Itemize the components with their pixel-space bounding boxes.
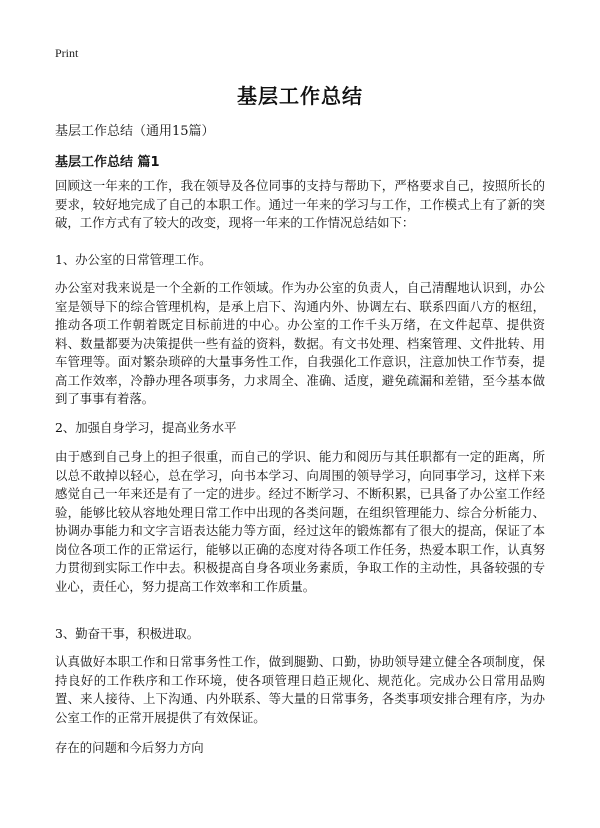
item1-heading: 1、办公室的日常管理工作。: [55, 252, 212, 267]
problems-heading: 存在的问题和今后努力方向: [55, 740, 204, 755]
item1-paragraph: 办公室对我来说是一个全新的工作领域。作为办公室的负责人，自己清醒地认识到，办公室是领导下的综合管理机构，是承上启下、沟通内外、协调左右、联系四面八方的枢纽，推动各项工作朝着既定目标前进的中心。办公室的工作千头万绪，在文件起草、提供资料、数量都要为决策提供一些有益的资料，数据。有文书处理、档案管理、文件批转、用车管理等。面对繁杂琐碎的大量事务性工作，自我强化工作意识，注意加快工作节奏，提高工作效率，冷静办理各项事务，力求周全、准确、适度，避免疏漏和差错，至今基本做到了事事有着落。: [55, 280, 545, 406]
item2-heading: 2、加强自身学习，提高业务水平: [55, 420, 237, 435]
intro-paragraph: 回顾这一年来的工作，我在领导及各位同事的支持与帮助下，严格要求自己，按照所长的要求，较好地完成了自己的本职工作。通过一年来的学习与工作，工作模式上有了新的突破，工作方式有了较大的改变，现将一年来的工作情况总结如下：: [55, 178, 545, 230]
print-link[interactable]: Print: [55, 46, 79, 60]
item2-paragraph: 由于感到自己身上的担子很重，而自己的学识、能力和阅历与其任职都有一定的距离，所以总不敢掉以轻心，总在学习，向书本学习、向周围的领导学习，向同事学习，这样下来感觉自己一年来还是有了一定的进步。经过不断学习、不断积累，已具备了办公室工作经验，能够比较从容地处理日常工作中出现的各类问题，在组织管理能力、综合分析能力、协调办事能力和文字言语表达能力等方面，经过这年的锻炼都有了很大的提高，保证了本岗位各项工作的正常运行，能够以正确的态度对待各项工作任务，热爱本职工作，认真努力贯彻到实际工作中去。积极提高自身各项业务素质，争取工作的主动性，具备较强的专业心，责任心，努力提高工作效率和工作质量。: [55, 449, 545, 594]
item3-heading: 3、勤奋干事，积极进取。: [55, 626, 200, 641]
document-title: 基层工作总结: [237, 84, 363, 108]
item3-paragraph: 认真做好本职工作和日常事务性工作，做到腿勤、口勤，协助领导建立健全各项制度，保持良好的工作秩序和工作环境，使各项管理日趋正规化、规范化。完成办公日常用品购置、来人接待、上下沟通、内外联系、等大量的日常事务，各类事项安排合理有序，为办公室工作的正常开展提供了有效保证。: [55, 654, 545, 725]
section-heading: 基层工作总结 篇1: [55, 155, 160, 170]
document-subtitle: 基层工作总结（通用15篇）: [55, 124, 215, 139]
